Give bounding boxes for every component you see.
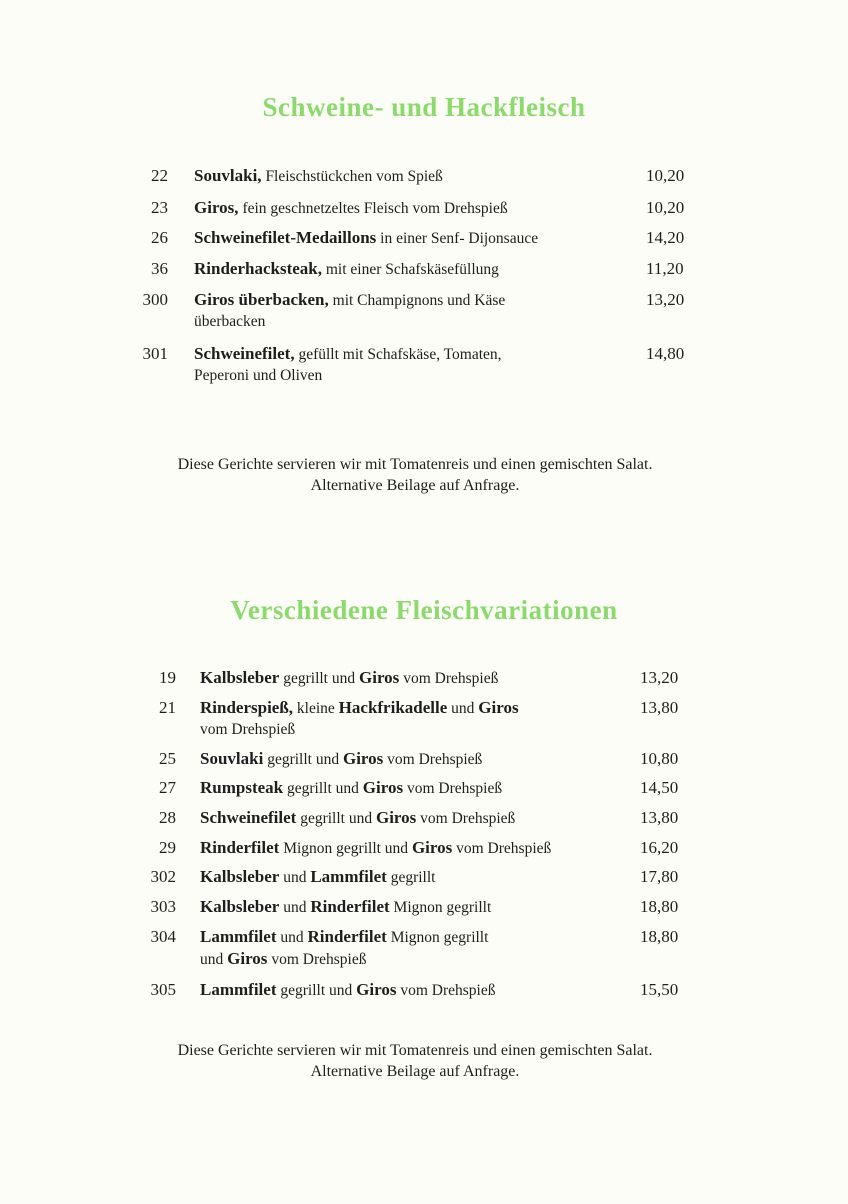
dish-name: Rumpsteak <box>200 778 284 797</box>
dish-number: 27 <box>159 778 176 797</box>
dish-detail: vom Drehspieß <box>396 982 496 999</box>
section-title-schweine: Schweine- und Hackfleisch <box>262 92 586 122</box>
dish-detail: gegrillt und <box>296 810 376 827</box>
dish-number: 304 <box>150 927 176 946</box>
dish-name: Giros <box>342 749 384 768</box>
dish-description <box>194 227 624 249</box>
dish-name: Giros überbacken, <box>194 290 329 309</box>
dish-description <box>194 258 624 280</box>
dish-description <box>194 165 624 187</box>
dish-detail: und <box>279 869 311 886</box>
dish-detail: Mignon gegrillt und <box>279 840 412 857</box>
dish-name: Giros <box>356 980 397 999</box>
dish-detail: gefüllt mit Schafskäse, Tomaten, <box>294 346 502 363</box>
dish-detail: gegrillt und <box>263 751 343 768</box>
dish-detail: vom Drehspieß <box>267 951 367 968</box>
dish-number: 25 <box>159 749 176 768</box>
section-title-fleischvariationen: Verschiedene Fleischvariationen <box>230 595 618 625</box>
dish-name: Giros <box>375 808 417 827</box>
dish-number: 36 <box>151 259 168 278</box>
side-dish-note: Diese Gerichte servieren wir mit Tomatenreis und einen gemischten Salat. <box>177 1042 653 1059</box>
dish-description <box>200 926 628 970</box>
dish-description <box>200 748 628 770</box>
dish-detail: vom Drehspieß <box>399 670 499 687</box>
dish-price: 14,20 <box>646 228 685 247</box>
dish-price: 10,20 <box>646 166 685 185</box>
dish-name: Kalbsleber <box>200 867 280 886</box>
dish-number: 21 <box>159 698 176 717</box>
dish-number: 302 <box>150 867 176 886</box>
dish-price: 13,80 <box>640 698 679 717</box>
dish-description <box>200 667 628 689</box>
dish-name: Lammfilet <box>200 927 277 946</box>
dish-price: 13,20 <box>646 290 685 309</box>
dish-detail: vom Drehspieß <box>383 751 483 768</box>
dish-description <box>200 837 628 859</box>
dish-name: Rinderfilet <box>307 927 387 946</box>
dish-detail: und <box>200 951 228 968</box>
dish-description <box>200 979 628 1001</box>
dish-name: Souvlaki <box>200 749 264 768</box>
dish-price: 10,80 <box>640 749 679 768</box>
dish-detail: Fleischstückchen vom Spieß <box>261 168 443 185</box>
dish-name: Kalbsleber <box>200 897 280 916</box>
dish-number: 26 <box>151 228 168 247</box>
dish-number: 300 <box>142 290 168 309</box>
dish-number: 28 <box>159 808 176 827</box>
dish-detail: gegrillt und <box>283 780 363 797</box>
dish-price: 16,20 <box>640 838 679 857</box>
dish-detail: überbacken <box>194 313 266 330</box>
dish-detail: kleine <box>293 700 339 717</box>
dish-detail: und <box>447 700 479 717</box>
dish-description <box>194 343 624 386</box>
dish-name: Giros <box>359 668 400 687</box>
dish-detail: Peperoni und Oliven <box>194 367 323 384</box>
dish-price: 15,50 <box>640 980 679 999</box>
dish-name: Rinderfilet <box>310 897 390 916</box>
dish-price: 10,20 <box>646 198 685 217</box>
dish-number: 305 <box>150 980 176 999</box>
dish-detail: vom Drehspieß <box>416 810 516 827</box>
dish-name: Rinderhacksteak, <box>194 259 322 278</box>
dish-price: 11,20 <box>646 259 684 278</box>
dish-price: 14,80 <box>646 344 685 363</box>
dish-detail: vom Drehspieß <box>403 780 503 797</box>
dish-name: Rinderspieß, <box>200 698 294 717</box>
dish-number: 23 <box>151 198 168 217</box>
dish-name: Kalbsleber <box>200 668 280 687</box>
dish-name: Schweinefilet-Medaillons <box>194 228 377 247</box>
dish-detail: und <box>279 899 311 916</box>
dish-name: Giros <box>362 778 404 797</box>
dish-detail: vom Drehspieß <box>200 721 296 738</box>
dish-description <box>200 807 628 829</box>
dish-name: Schweinefilet, <box>194 344 295 363</box>
dish-detail: vom Drehspieß <box>452 840 552 857</box>
dish-price: 14,50 <box>640 778 679 797</box>
dish-detail: mit einer Schafskäsefüllung <box>321 261 499 278</box>
dish-name: Lammfilet <box>200 980 277 999</box>
dish-detail: mit Champignons und Käse <box>328 292 506 309</box>
dish-name: Giros <box>227 949 268 968</box>
dish-name: Souvlaki, <box>194 166 262 185</box>
dish-description <box>200 697 628 740</box>
dish-price: 18,80 <box>640 927 679 946</box>
dish-name: Hackfrikadelle <box>338 698 448 717</box>
alternative-side-note: Alternative Beilage auf Anfrage. <box>310 477 520 494</box>
dish-description <box>194 289 624 332</box>
dish-name: Lammfilet <box>310 867 387 886</box>
dish-number: 303 <box>150 897 176 916</box>
dish-detail: gegrillt und <box>279 670 359 687</box>
dish-number: 22 <box>151 166 168 185</box>
dish-detail: Mignon gegrillt <box>389 899 492 916</box>
dish-name: Giros <box>411 838 453 857</box>
dish-name: Rinderfilet <box>200 838 280 857</box>
dish-detail: in einer Senf- Dijonsauce <box>376 230 539 247</box>
dish-description <box>194 197 624 219</box>
dish-price: 13,20 <box>640 668 679 687</box>
dish-price: 13,80 <box>640 808 679 827</box>
alternative-side-note: Alternative Beilage auf Anfrage. <box>310 1063 520 1080</box>
dish-name: Schweinefilet <box>200 808 297 827</box>
dish-description <box>200 866 628 888</box>
dish-price: 17,80 <box>640 867 679 886</box>
dish-number: 301 <box>142 344 168 363</box>
side-dish-note: Diese Gerichte servieren wir mit Tomatenreis und einen gemischten Salat. <box>177 456 653 473</box>
dish-number: 19 <box>159 668 176 687</box>
dish-description <box>200 896 628 918</box>
dish-detail: Mignon gegrillt <box>386 929 489 946</box>
dish-price: 18,80 <box>640 897 679 916</box>
dish-detail: gegrillt und <box>276 982 357 999</box>
dish-number: 29 <box>159 838 176 857</box>
dish-detail: und <box>276 929 308 946</box>
dish-detail: gegrillt <box>386 869 436 886</box>
dish-detail: fein geschnetzeltes Fleisch vom Drehspieß <box>238 200 508 217</box>
dish-name: Giros, <box>194 198 239 217</box>
dish-name: Giros <box>478 698 519 717</box>
dish-description <box>200 777 628 799</box>
